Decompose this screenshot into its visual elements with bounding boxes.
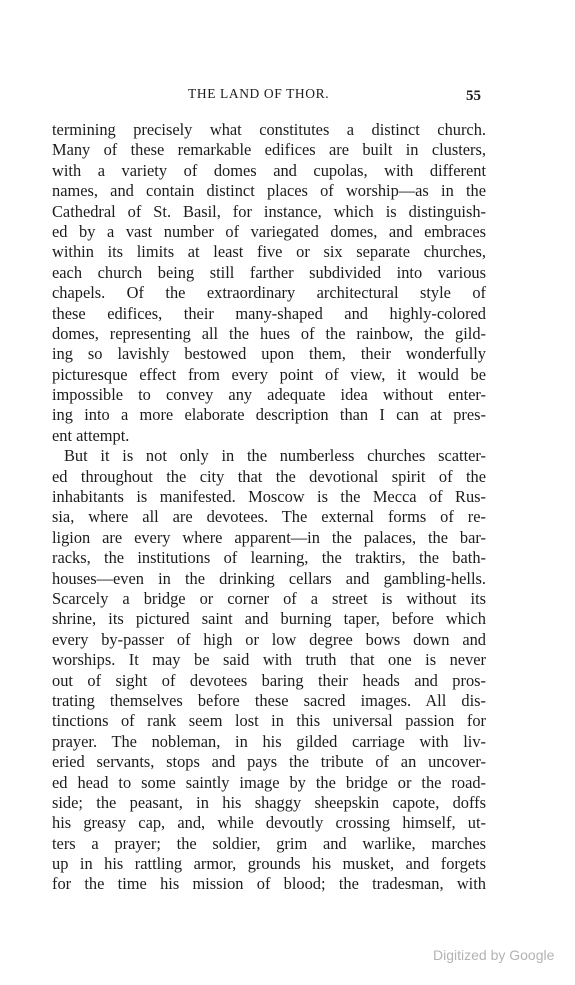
- text-line: ligion are every where apparent—in the palaces, the bar-: [52, 527, 486, 547]
- text-line: ed head to some saintly image by the bridge or the road-: [52, 772, 486, 792]
- text-line: domes, representing all the hues of the rainbow, the gild-: [52, 323, 486, 343]
- text-line: inhabitants is manifested. Moscow is the Mecca of Rus-: [52, 487, 486, 507]
- text-line: racks, the institutions of learning, the traktirs, the bath-: [52, 548, 486, 568]
- text-line: termining precisely what constitutes a distinct church.: [52, 120, 486, 139]
- text-line: his greasy cap, and, while devoutly crossing himself, ut-: [52, 813, 486, 833]
- running-head: [0, 86, 575, 106]
- text-line: for the time his mission of blood; the tradesman, with: [52, 874, 486, 894]
- text-line: tinctions of rank seem lost in this universal passion for: [52, 711, 486, 731]
- text-line: ing so lavishly bestowed upon them, their wonderfully: [52, 344, 486, 364]
- text-line: these edifices, their many-shaped and highly-colored: [52, 303, 486, 323]
- text-line: side; the peasant, in his shaggy sheepskin capote, doffs: [52, 792, 486, 812]
- text-line: every by-passer of high or low degree bows down and: [52, 629, 486, 649]
- text-line: shrine, its pictured saint and burning taper, before which: [52, 609, 486, 629]
- text-line: prayer. The nobleman, in his gilded carriage with liv-: [52, 731, 486, 751]
- text-line: each church being still farther subdivided into various: [52, 262, 486, 282]
- body-text: [52, 120, 486, 895]
- text-line: houses—even in the drinking cellars and gambling-hells.: [52, 568, 486, 588]
- text-line: names, and contain distinct places of worship—as in the: [52, 181, 486, 201]
- text-line: ters a prayer; the soldier, grim and warlike, marches: [52, 833, 486, 853]
- running-title: THE LAND OF THOR.: [188, 86, 330, 101]
- text-line: ed throughout the city that the devotional spirit of the: [52, 466, 486, 486]
- text-line: ed by a vast number of variegated domes, and embraces: [52, 221, 486, 241]
- page-number: 55: [466, 88, 481, 104]
- text-line: chapels. Of the extraordinary architectural style of: [52, 283, 486, 303]
- text-line: out of sight of devotees baring their heads and pros-: [52, 670, 486, 690]
- text-line: ing into a more elaborate description than I can at pres-: [52, 405, 486, 425]
- text-line: sia, where all are devotees. The external forms of re-: [52, 507, 486, 527]
- text-line: eried servants, stops and pays the tribute of an uncover-: [52, 752, 486, 772]
- text-line: Cathedral of St. Basil, for instance, which is distinguish-: [52, 201, 486, 221]
- text-line: But it is not only in the numberless churches scatter-: [64, 446, 486, 466]
- text-line: impossible to convey any adequate idea without enter-: [52, 385, 486, 405]
- text-line: ent attempt.: [52, 425, 130, 445]
- paragraph: [52, 446, 486, 895]
- text-line: picturesque effect from every point of view, it would be: [52, 364, 486, 384]
- digitized-watermark: Digitized by Google: [433, 947, 555, 963]
- text-line: worships. It may be said with truth that one is never: [52, 650, 486, 670]
- text-line: trating themselves before these sacred images. All dis-: [52, 690, 486, 710]
- text-line: with a variety of domes and cupolas, with different: [52, 160, 486, 180]
- text-line: Many of these remarkable edifices are built in clusters,: [52, 140, 486, 160]
- text-line: Scarcely a bridge or corner of a street is without its: [52, 588, 486, 608]
- text-line: within its limits at least five or six separate churches,: [52, 242, 486, 262]
- paragraph: [52, 120, 486, 446]
- text-line: up in his rattling armor, grounds his musket, and forgets: [52, 854, 486, 874]
